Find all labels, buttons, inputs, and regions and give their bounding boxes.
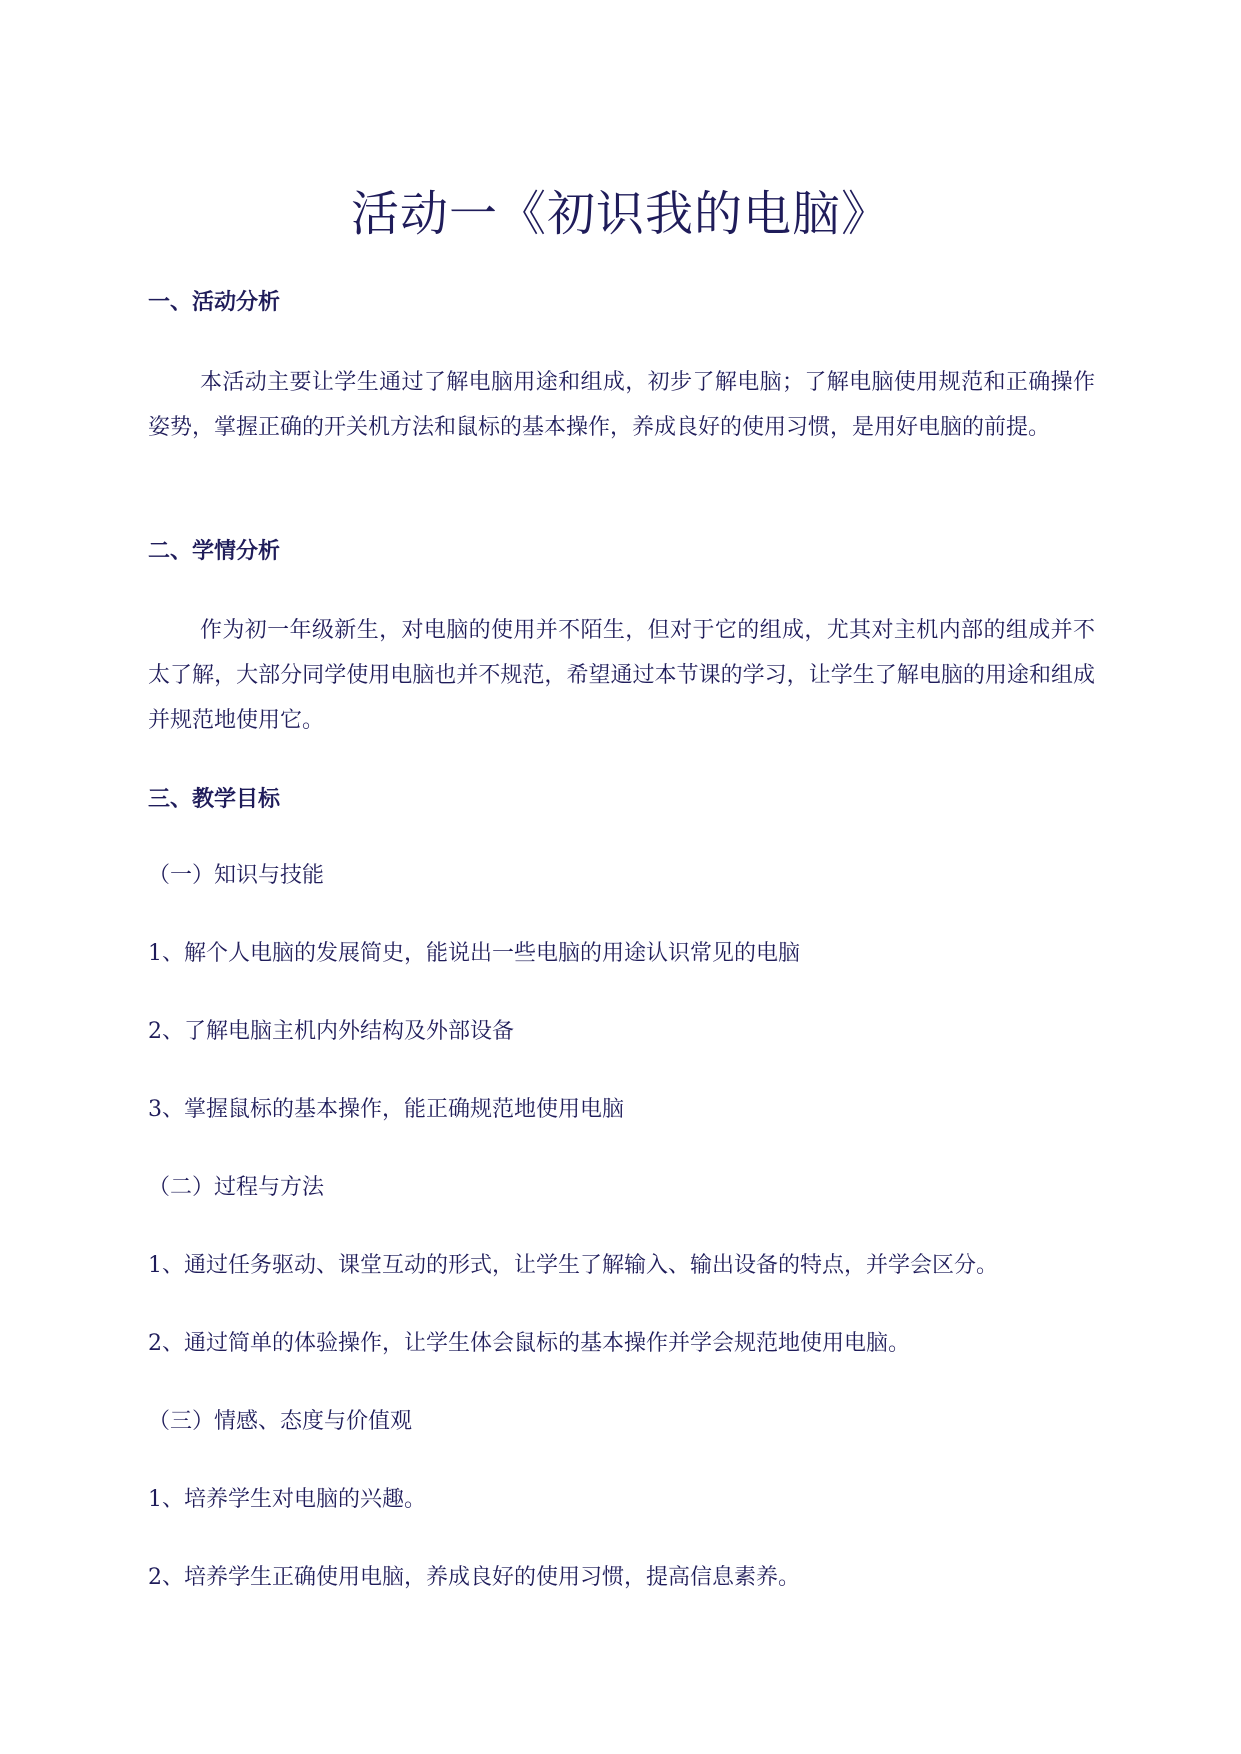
list-item: 1、培养学生对电脑的兴趣。 — [148, 1487, 426, 1512]
list-item: 2、了解电脑主机内外结构及外部设备 — [148, 1019, 514, 1044]
paragraph-learner-analysis: 作为初一年级新生，对电脑的使用并不陌生，但对于它的组成，尤其对主机内部的组成并不太了解，大部分同学使用电脑也并不规范，希望通过本节课的学习，让学生了解电脑的用途和组成并规范地使用它。 — [148, 618, 1095, 733]
list-item: 2、通过简单的体验操作，让学生体会鼠标的基本操作并学会规范地使用电脑。 — [148, 1331, 910, 1356]
section-heading-learner-analysis: 二、学情分析 — [148, 539, 281, 564]
subheading-knowledge-skills: （一）知识与技能 — [148, 863, 325, 888]
list-item: 3、掌握鼠标的基本操作，能正确规范地使用电脑 — [148, 1097, 624, 1122]
document-title: 活动一《初识我的电脑》 — [350, 186, 890, 242]
list-item: 1、解个人电脑的发展简史，能说出一些电脑的用途认识常见的电脑 — [148, 941, 800, 966]
subheading-process-methods: （二）过程与方法 — [148, 1175, 325, 1200]
section-heading-teaching-goals: 三、教学目标 — [148, 787, 281, 812]
subheading-emotions-values: （三）情感、态度与价值观 — [148, 1409, 413, 1434]
paragraph-activity-analysis: 本活动主要让学生通过了解电脑用途和组成，初步了解电脑；了解电脑使用规范和正确操作姿势，掌握正确的开关机方法和鼠标的基本操作，养成良好的使用习惯，是用好电脑的前提。 — [148, 370, 1095, 440]
list-item: 1、通过任务驱动、课堂互动的形式，让学生了解输入、输出设备的特点，并学会区分。 — [148, 1253, 998, 1278]
section-heading-activity-analysis: 一、活动分析 — [148, 290, 281, 315]
list-item: 2、培养学生正确使用电脑，养成良好的使用习惯，提高信息素养。 — [148, 1565, 800, 1590]
